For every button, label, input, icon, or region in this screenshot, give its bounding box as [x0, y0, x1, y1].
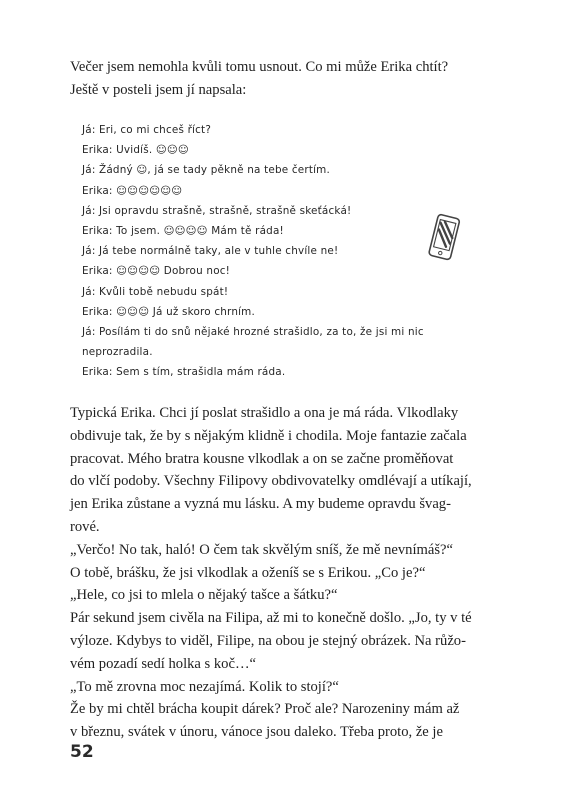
text-line: v březnu, svátek v únoru, vánoce jsou daleko. Třeba proto, že je [70, 724, 443, 741]
chat-message: Já: Jsi opravdu strašně, strašně, strašně skeťácká! [82, 204, 352, 217]
chat-message: Erika: Sem s tím, strašidla mám ráda. [82, 366, 286, 379]
text-line: vém pozadí sedí holka s koč…“ [70, 655, 257, 672]
chat-message: Já: Posílám ti do snů nějaké hrozné strašidlo, za to, že jsi mi nic [82, 326, 424, 339]
chat-message-continuation: neprozradila. [82, 346, 153, 359]
chat-message: Erika: ☺☺☺ Já už skoro chrním. [82, 305, 256, 318]
text-line: Typická Erika. Chci jí poslat strašidlo a ona je má ráda. Vlkodlaky [70, 405, 459, 421]
text-line: „Verčo! No tak, haló! O čem tak skvělým sníš, že mě nevnímáš?“ [70, 541, 453, 558]
intro-paragraph [70, 56, 502, 102]
chat-message: Erika: ☺☺☺☺ Dobrou noc! [82, 265, 231, 278]
text-line: „To mě zrovna moc nezajímá. Kolik to stojí?“ [70, 678, 339, 695]
text-line: Pár sekund jsem civěla na Filipa, až mi to konečně došlo. „Jo, ty v té [70, 610, 472, 627]
page-number: 52 [70, 742, 94, 762]
chat-message: Já: Žádný ☺, já se tady pěkně na tebe čertím. [82, 164, 331, 177]
text-line: obdivuje tak, že by s nějakým klidně i chodila. Moje fantazie začala [70, 427, 467, 444]
text-line: „Hele, co jsi to mlela o nějaký tašce a šátku?“ [70, 587, 338, 604]
text-line: rové. [70, 518, 100, 535]
intro-line-1: Večer jsem nemohla kvůli tomu usnout. Co mi může Erika chtít? [70, 59, 449, 75]
chat-message: Erika: Uvidíš. ☺☺☺ [82, 144, 189, 157]
chat-message: Erika: ☺☺☺☺☺☺ [82, 184, 183, 197]
main-text [70, 402, 502, 744]
text-line: O tobě, brášku, že jsi vlkodlak a oženíš se s Erikou. „Co je?“ [70, 564, 426, 581]
chat-transcript [82, 120, 482, 383]
text-line: pracovat. Mého bratra kousne vlkodlak a on se začne proměňovat [70, 450, 454, 467]
text-line: Že by mi chtěl brácha koupit dárek? Proč ale? Narozeniny mám až [70, 701, 460, 718]
chat-message: Erika: To jsem. ☺☺☺☺ Mám tě ráda! [82, 225, 284, 238]
chat-message: Já: Já tebe normálně taky, ale v tuhle chvíle ne! [82, 245, 339, 258]
intro-line-2: Ještě v posteli jsem jí napsala: [70, 81, 247, 98]
chat-message: Já: Kvůli tobě nebudu spát! [82, 285, 229, 298]
text-line: výloze. Kdybys to viděl, Filipe, na obou je stejný obrázek. Na růžo- [70, 632, 466, 649]
text-line: jen Erika zůstane a vyzná mu lásku. A my budeme opravdu švag- [70, 496, 451, 513]
text-line: do vlčí podoby. Všechny Filipovy obdivovatelky omdlévají a utíkají, [70, 473, 472, 490]
smartphone-icon [424, 212, 464, 264]
chat-message: Já: Eri, co mi chceš říct? [82, 124, 212, 136]
